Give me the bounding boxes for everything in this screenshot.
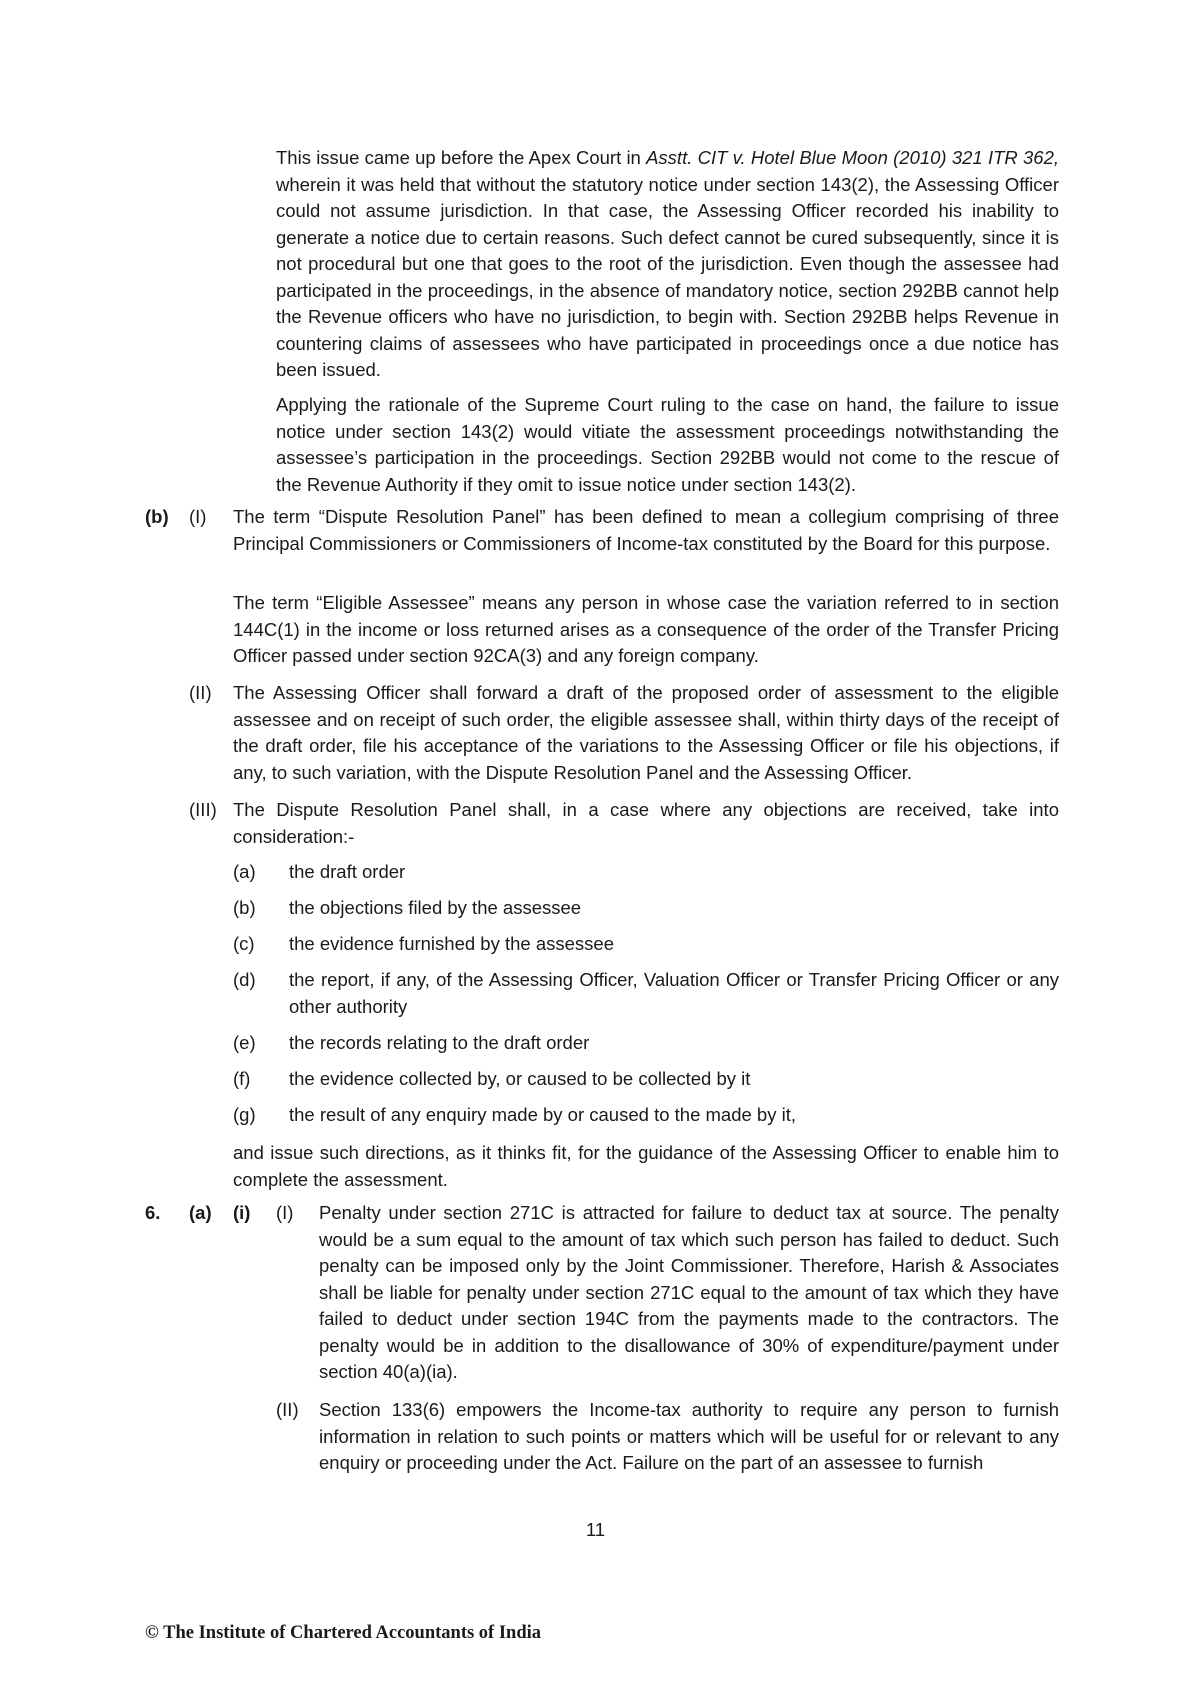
list-item-label: (e): [233, 1032, 256, 1053]
part-b-III-label: (III): [189, 799, 217, 820]
part-b-II-label: (II): [189, 682, 212, 703]
part-b-label: (b): [145, 506, 169, 527]
page-number: 11: [585, 1519, 606, 1540]
list-item-text: the result of any enquiry made by or caused to the made by it,: [289, 1104, 796, 1125]
penalty-271c-text: Penalty under section 271C is attracted for failure to deduct tax at source. The penalty would be a sum equal to the amount of tax which such person has failed to deduct. Such penalty can be imposed only by the Joint Commissioner. Therefore, Harish & Associates shall be liable for penalty under section 271C equal to the amount of tax which they have failed to deduct under section 194C from the payments made to the contractors. The penalty would be in addition to the disallowance of 30% of expenditure/payment under section 40(a)(ia).: [319, 1202, 1059, 1382]
list-item-label: (d): [233, 969, 256, 990]
list-item-label: (b): [233, 897, 256, 918]
panel-consideration-intro: The Dispute Resolution Panel shall, in a case where any objections are received, take into consideration:-: [233, 799, 1059, 847]
paragraph-hotel-blue-moon: [276, 145, 1059, 384]
list-item-label: (f): [233, 1068, 251, 1089]
para1-rest: wherein it was held that without the statutory notice under section 143(2), the Assessing Officer could not assume jurisdiction. In that case, the Assessing Officer recorded his inability to generate a notice due to certain reasons. Such defect cannot be cured subsequently, since it is not procedural but one that goes to the root of the jurisdiction. Even though the assessee had participated in the proceedings, in the absence of mandatory notice, section 292BB cannot help the Revenue officers who have no jurisdiction, to begin with. Section 292BB helps Revenue in countering claims of assessees who have participated in proceedings once a due notice has been issued.: [276, 173, 1059, 380]
paragraph-applying-rationale: Applying the rationale of the Supreme Court ruling to the case on hand, the failure to issue notice under section 143(2) would vitiate the assessment proceedings notwithstanding the assessee’s participation in the proceedings. Section 292BB would not come to the rescue of the Revenue Authority if they omit to issue notice under section 143(2).: [276, 394, 1059, 495]
dispute-resolution-panel-definition: The term “Dispute Resolution Panel” has been defined to mean a collegium comprising of three Principal Commissioners or Commissioners of Income-tax constituted by the Board for this purpose.: [233, 506, 1059, 554]
eligible-assessee-definition: The term “Eligible Assessee” means any person in whose case the variation referred to in section 144C(1) in the income or loss returned arises as a consequence of the order of the Transfer Pricing Officer passed under section 92CA(3) and any foreign company.: [233, 592, 1059, 666]
list-item-text: the records relating to the draft order: [289, 1032, 590, 1053]
list-item-text: the report, if any, of the Assessing Officer, Valuation Officer or Transfer Pricing Officer or any other authority: [289, 969, 1059, 1017]
para1-intro: This issue came up before the Apex Court in: [276, 147, 647, 168]
list-item-label: (g): [233, 1104, 256, 1125]
question-6a-label: (a): [189, 1202, 212, 1223]
list-item-text: the objections filed by the assessee: [289, 897, 582, 918]
draft-order-forwarding-text: The Assessing Officer shall forward a draft of the proposed order of assessment to the eligible assessee and on receipt of such order, the eligible assessee shall, within thirty days of the receipt of the draft order, file his acceptance of the variations to the Assessing Officer or file his objections, if any, to such variation, with the Dispute Resolution Panel and the Assessing Officer.: [233, 682, 1059, 783]
question-6a-i-II-label: (II): [276, 1399, 299, 1420]
panel-directions-closing: and issue such directions, as it thinks fit, for the guidance of the Assessing Officer to enable him to complete the assessment.: [233, 1142, 1059, 1190]
footer-copyright: © The Institute of Chartered Accountants of India: [145, 1623, 542, 1643]
question-6a-i-I-label: (I): [276, 1202, 294, 1223]
list-item-label: (a): [233, 861, 256, 882]
case-citation: Asstt. CIT v. Hotel Blue Moon (2010) 321 ITR 362,: [646, 147, 1059, 168]
section-133-6-text: Section 133(6) empowers the Income-tax authority to require any person to furnish information in relation to such points or matters which will be useful for or relevant to any enquiry or proceeding under the Act. Failure on the part of an assessee to furnish: [319, 1399, 1059, 1473]
list-item-text: the evidence furnished by the assessee: [289, 933, 614, 954]
list-item-label: (c): [233, 933, 255, 954]
question-6-label: 6.: [145, 1202, 161, 1223]
list-item-text: the evidence collected by, or caused to be collected by it: [289, 1068, 751, 1089]
part-b-I-label: (I): [189, 506, 207, 527]
list-item-text: the draft order: [289, 861, 406, 882]
question-6a-i-label: (i): [233, 1202, 251, 1223]
